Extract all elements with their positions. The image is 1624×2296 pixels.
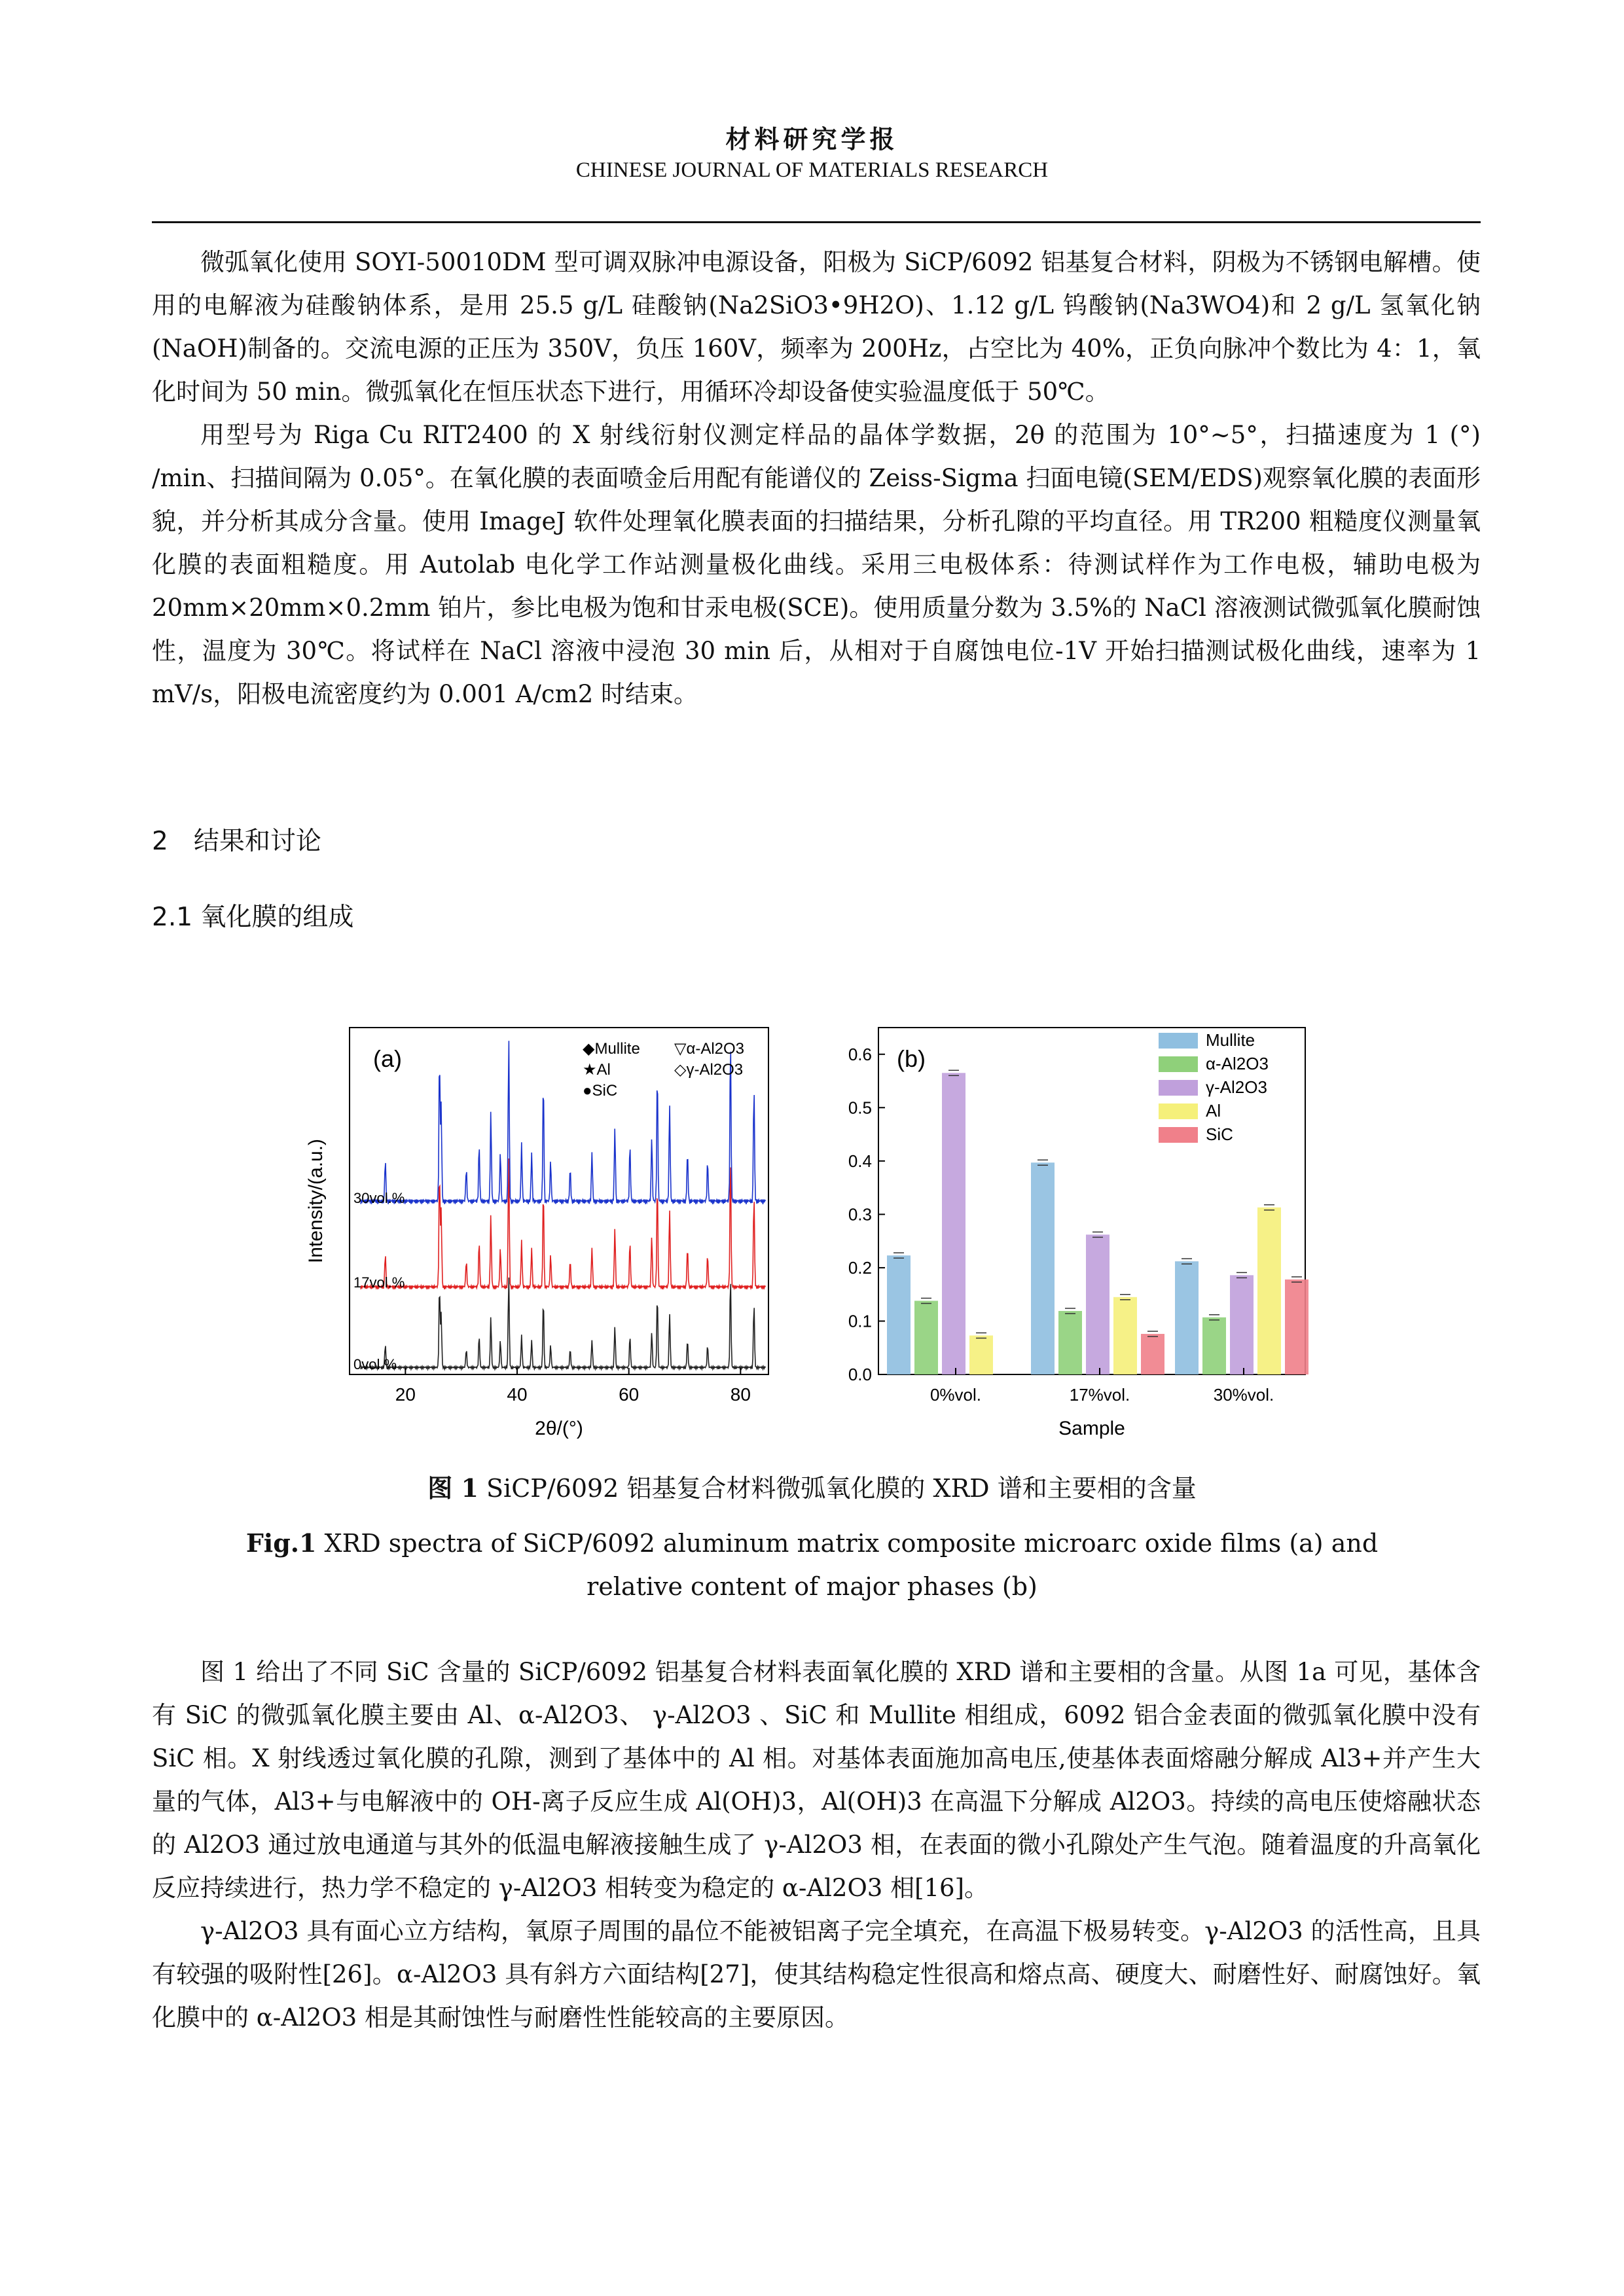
- bar-y-ticks: [848, 1045, 885, 1384]
- bar-category-label: 30%vol.: [1213, 1385, 1274, 1405]
- bar: [1086, 1234, 1110, 1374]
- header-rule: [152, 221, 1481, 223]
- xrd-x-tick-label: 80: [730, 1384, 751, 1405]
- subsection-heading: 2.1 氧化膜的组成: [152, 903, 354, 932]
- bar-xlabel: Sample: [1058, 1418, 1125, 1439]
- bar-panel-label: (b): [897, 1045, 926, 1072]
- legend-label: Al: [1206, 1101, 1221, 1121]
- xrd-series-label: 30vol.%: [353, 1190, 405, 1206]
- legend-label: SiC: [1206, 1124, 1233, 1144]
- bar: [1202, 1318, 1226, 1374]
- figure-caption-cn: 图 1 SiCP/6092 铝基复合材料微弧氧化膜的 XRD 谱和主要相的含量: [427, 1473, 1197, 1503]
- xrd-trace: [361, 1278, 766, 1369]
- bar-y-tick-label: 0.3: [848, 1204, 872, 1225]
- xrd-legend-item: ●SiC: [583, 1082, 618, 1100]
- legend-label: γ-Al2O3: [1206, 1077, 1267, 1097]
- bar: [1257, 1208, 1281, 1374]
- xrd-trace: [361, 1158, 766, 1289]
- legend-swatch: [1159, 1080, 1198, 1096]
- legend-swatch: [1159, 1056, 1198, 1072]
- bar-y-tick-label: 0.6: [848, 1044, 872, 1064]
- bar: [914, 1300, 938, 1374]
- legend-swatch: [1159, 1033, 1198, 1049]
- xrd-x-tick-label: 40: [507, 1384, 528, 1405]
- paragraph: γ-Al2O3 具有面心立方结构，氧原子周围的晶位不能被铝离子完全填充，在高温下极易转变。γ-Al2O3 的活性高，且具有较强的吸附性[26]。α-Al2O3 具有斜方六面结构[27]，使其结构稳定性很高和熔点高、硬度大、耐磨性好、耐腐蚀好。氧化膜中的 α-Al2O3 相是其耐蚀性与耐磨性性能较高的主要原因。: [152, 1917, 1481, 2032]
- figure-caption-en: Fig.1 XRD spectra of SiCP/6092 aluminum matrix composite microarc oxide films (a) and: [245, 1528, 1379, 1558]
- section-heading: 2 结果和讨论: [152, 827, 321, 856]
- bar: [887, 1255, 911, 1374]
- xrd-legend-item: ◇γ-Al2O3: [674, 1061, 744, 1079]
- figure-svg: [305, 1014, 1316, 1446]
- phase-content-panel: [848, 1028, 1308, 1439]
- xrd-legend-item: ★Al: [583, 1061, 611, 1079]
- bar-y-tick-label: 0.4: [848, 1151, 872, 1171]
- xrd-series-label: 17vol.%: [353, 1274, 405, 1291]
- bar-legend: [1159, 1030, 1269, 1144]
- journal-title-cn: 材料研究学报: [725, 124, 899, 154]
- xrd-series-label: 0vol.%: [353, 1356, 397, 1372]
- bar: [1175, 1261, 1199, 1374]
- paragraph: 图 1 给出了不同 SiC 含量的 SiCP/6092 铝基复合材料表面氧化膜的 XRD 谱和主要相的含量。从图 1a 可见，基体含有 SiC 的微弧氧化膜主要由 Al、α-Al2O3、 γ-Al2O3 、SiC 和 Mullite 相组成，6092 铝合金表面的微弧氧化膜中没有 SiC 相。X 射线透过氧化膜的孔隙，测到了基体中的 Al 相。对基体表面施加高电压,使基体表面熔融分解成 Al3+并产生大量的气体，Al3+与电解液中的 OH-离子反应生成 Al(OH)3，Al(OH)3 在高温下分解成 Al2O3。持续的高电压使熔融状态的 Al2O3 通过放电通道与其外的低温电解液接触生成了 γ-Al2O3 相，在表面的微小孔隙处产生气泡。随着温度的升高氧化反应持续进行，热力学不稳定的 γ-Al2O3 相转变为稳定的 α-Al2O3 相[16]。: [152, 1658, 1481, 1902]
- journal-title-en: CHINESE JOURNAL OF MATERIALS RESEARCH: [575, 158, 1049, 182]
- xrd-ylabel: Intensity/(a.u.): [305, 1138, 327, 1264]
- bar: [969, 1335, 993, 1374]
- bar-marks: [887, 1070, 1308, 1374]
- bar: [1230, 1275, 1254, 1374]
- paragraph: 微弧氧化使用 SOYI-50010DM 型可调双脉冲电源设备，阳极为 SiCP/6092 铝基复合材料，阴极为不锈钢电解槽。使用的电解液为硅酸钠体系，是用 25.5 g/L 硅酸钠(Na2SiO3•9H2O)、1.12 g/L 钨酸钠(Na3WO4)和 2 g/L 氢氧化钠(NaOH)制备的。交流电源的正压为 350V，负压 160V，频率为 200Hz，占空比为 40%，正负向脉冲个数比为 4：1，氧化时间为 50 min。微弧氧化在恒压状态下进行，用循环冷却设备使实验温度低于 50℃。: [152, 248, 1481, 406]
- bar-y-tick-label: 0.2: [848, 1257, 872, 1278]
- xrd-x-tick-label: 20: [395, 1384, 416, 1405]
- figure-1: [305, 1014, 1316, 1446]
- bar: [1285, 1280, 1308, 1374]
- bar-y-tick-label: 0.1: [848, 1311, 872, 1331]
- bar-category-label: 17%vol.: [1069, 1385, 1130, 1405]
- legend-label: α-Al2O3: [1206, 1054, 1269, 1073]
- xrd-panel: [305, 1028, 768, 1439]
- xrd-x-tick-label: 60: [619, 1384, 640, 1405]
- bar: [942, 1073, 965, 1374]
- legend-swatch: [1159, 1103, 1198, 1119]
- paragraph: 用型号为 Riga Cu RIT2400 的 X 射线衍射仪测定样品的晶体学数据，2θ 的范围为 10°~5°，扫描速度为 1 (°) /min、扫描间隔为 0.05°。在氧化膜的表面喷金后用配有能谱仪的 Zeiss-Sigma 扫面电镜(SEM/EDS)观察氧化膜的表面形貌，并分析其成分含量。使用 ImageJ 软件处理氧化膜表面的扫描结果，分析孔隙的平均直径。用 TR200 粗糙度仪测量氧化膜的表面粗糙度。用 Autolab 电化学工作站测量极化曲线。采用三电极体系：待测试样作为工作电极，辅助电极为 20mm×20mm×0.2mm 铂片，参比电极为饱和甘汞电极(SCE)。使用质量分数为 3.5%的 NaCl 溶液测试微弧氧化膜耐蚀性，温度为 30℃。将试样在 NaCl 溶液中浸泡 30 min 后，从相对于自腐蚀电位-1V 开始扫描测试极化曲线，速率为 1 mV/s，阳极电流密度约为 0.001 A/cm2 时结束。: [152, 421, 1481, 708]
- bar-y-tick-label: 0.5: [848, 1098, 872, 1118]
- xrd-xlabel: 2θ/(°): [535, 1418, 583, 1439]
- paragraphs-top: [152, 241, 1481, 716]
- legend-label: Mullite: [1206, 1030, 1255, 1050]
- xrd-panel-label: (a): [373, 1045, 402, 1072]
- bar: [1113, 1297, 1137, 1374]
- paragraphs-bottom: [152, 1651, 1481, 2039]
- bar: [1031, 1162, 1055, 1374]
- bar: [1058, 1311, 1082, 1374]
- xrd-x-ticks: [395, 1368, 751, 1405]
- bar: [1141, 1334, 1164, 1374]
- legend-swatch: [1159, 1127, 1198, 1143]
- xrd-traces: [361, 1041, 766, 1369]
- bar-y-tick-label: 0.0: [848, 1365, 872, 1384]
- xrd-legend-item: ◆Mullite: [583, 1040, 640, 1058]
- xrd-legend-item: ▽α-Al2O3: [674, 1040, 745, 1058]
- figure-caption-en-line2: relative content of major phases (b): [586, 1572, 1038, 1601]
- bar-category-label: 0%vol.: [929, 1385, 982, 1405]
